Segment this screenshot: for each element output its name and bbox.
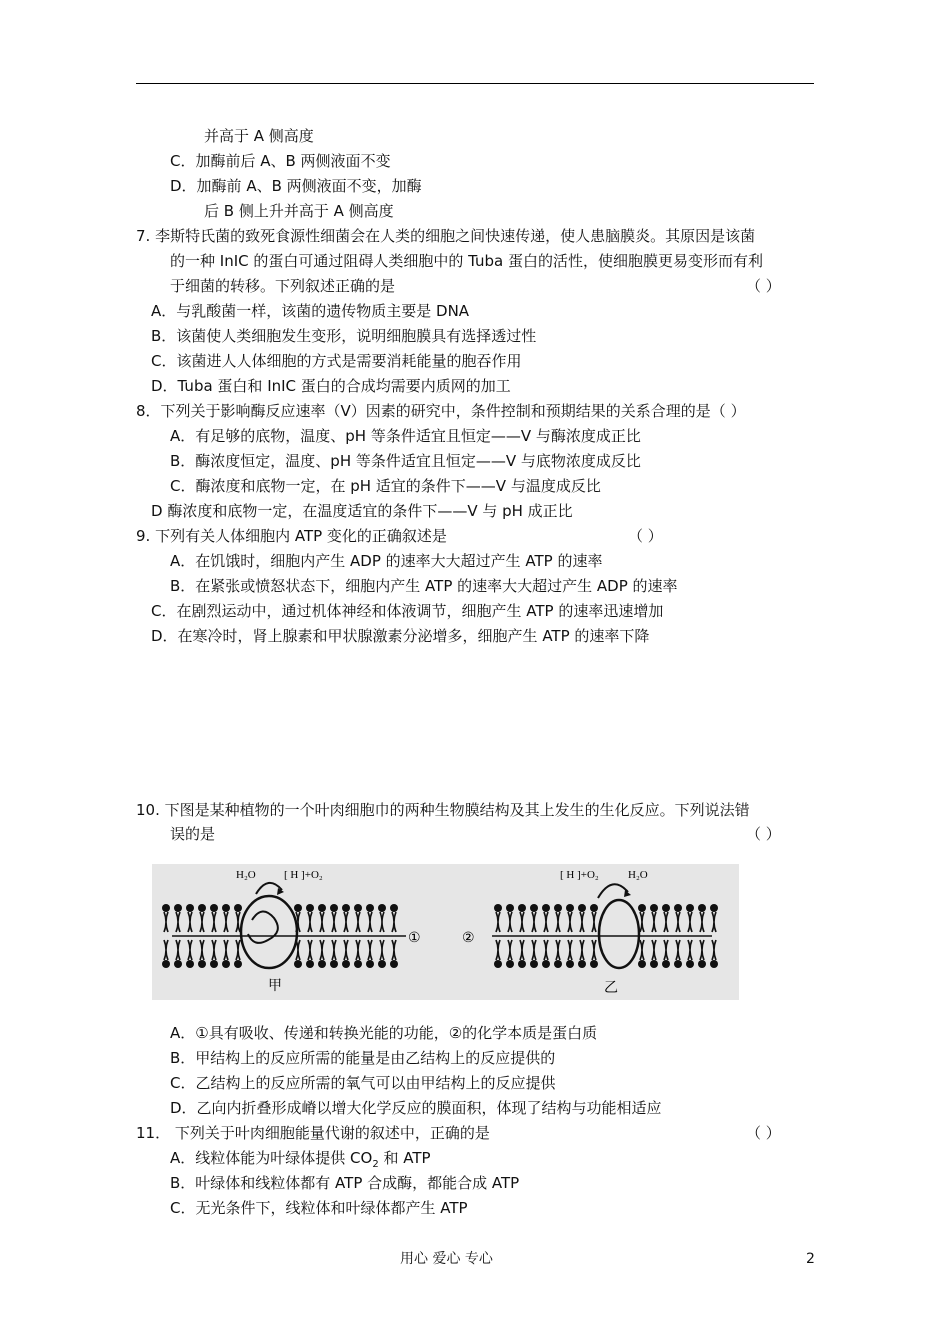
option-b: B．甲结构上的反应所需的能量是由乙结构上的反应提供的 xyxy=(170,1049,556,1067)
lipid-tail xyxy=(508,940,512,960)
marker-1: ① xyxy=(408,931,421,946)
question-7: 7. 李斯特氏菌的致死食源性细菌会在人类的细胞之间快速传递，使人患脑膜炎。其原因是该菌 xyxy=(136,227,756,245)
question-11: 11． 下列关于叶肉细胞能量代谢的叙述中，正确的是 xyxy=(136,1124,490,1142)
lipid-head xyxy=(306,904,314,912)
lipid-tail xyxy=(664,912,668,932)
lipid-tail xyxy=(320,912,324,932)
lipid-tail xyxy=(308,940,312,960)
lipid-tail xyxy=(344,940,348,960)
answer-paren: （ ） xyxy=(628,527,663,545)
option-d: D．乙向内折叠形成嵴以增大化学反应的膜面积，体现了结构与功能相适应 xyxy=(170,1099,662,1117)
protein-complex-jia xyxy=(241,896,297,968)
lipid-head xyxy=(186,960,194,968)
option-c: C．该菌进人人体细胞的方式是需要消耗能量的胞吞作用 xyxy=(151,352,522,370)
option-b: B．叶绿体和线粒体都有 ATP 合成酶，都能合成 ATP xyxy=(170,1174,520,1192)
lipid-head xyxy=(306,960,314,968)
lipid-tail xyxy=(496,940,500,960)
lipid-tail xyxy=(212,912,216,932)
lipid-head xyxy=(566,960,574,968)
lipid-head xyxy=(342,960,350,968)
lipid-tail xyxy=(520,940,524,960)
lipid-head xyxy=(330,960,338,968)
lipid-head xyxy=(554,904,562,912)
label-h2o: H₂O xyxy=(236,869,256,881)
lipid-head xyxy=(294,904,302,912)
lipid-head xyxy=(494,904,502,912)
lipid-tail xyxy=(568,912,572,932)
lipid-tail xyxy=(380,912,384,932)
lipid-head xyxy=(506,904,514,912)
lipid-head xyxy=(198,960,206,968)
lipid-head xyxy=(638,904,646,912)
lipid-head xyxy=(662,960,670,968)
lipid-head xyxy=(378,904,386,912)
page-number: 2 xyxy=(806,1251,815,1267)
option-a: A．有足够的底物，温度、pH 等条件适宜且恒定——V 与酶浓度成正比 xyxy=(170,427,641,445)
option-d: D．加酶前 A、B 两侧液面不变，加酶 xyxy=(170,177,422,195)
protein-subunit xyxy=(248,911,278,942)
lipid-tail xyxy=(544,912,548,932)
lipid-head xyxy=(198,904,206,912)
lipid-head xyxy=(674,904,682,912)
option-c: C．乙结构上的反应所需的氧气可以由甲结构上的反应提供 xyxy=(170,1074,556,1092)
lipid-tail xyxy=(236,940,240,960)
subscript: 2 xyxy=(372,1159,379,1170)
answer-paren: （ ） xyxy=(746,1124,781,1142)
protein-complex-yi xyxy=(599,900,639,968)
lipid-tail xyxy=(592,912,596,932)
lipid-head xyxy=(174,960,182,968)
lipid-tail xyxy=(176,912,180,932)
lipid-tail xyxy=(652,940,656,960)
text-line: 并高于 A 侧高度 xyxy=(204,127,314,145)
lipid-tail xyxy=(496,912,500,932)
option-a xyxy=(170,1148,431,1175)
lipid-head xyxy=(686,904,694,912)
option-a: A．在饥饿时，细胞内产生 ADP 的速率大大超过产生 ATP 的速率 xyxy=(170,552,603,570)
lipid-head xyxy=(378,960,386,968)
lipid-head xyxy=(674,960,682,968)
lipid-tail xyxy=(320,940,324,960)
lipid-tail xyxy=(664,940,668,960)
lipid-head xyxy=(542,904,550,912)
answer-paren: （ ） xyxy=(746,277,781,295)
lipid-head xyxy=(186,904,194,912)
lipid-head xyxy=(390,960,398,968)
lipid-tail xyxy=(344,912,348,932)
option-d: D 酶浓度和底物一定，在温度适宜的条件下——V 与 pH 成正比 xyxy=(151,502,573,520)
lipid-head xyxy=(710,904,718,912)
lipid-tail xyxy=(556,912,560,932)
lipid-head xyxy=(494,960,502,968)
lipid-tail xyxy=(520,912,524,932)
lipid-tail xyxy=(236,912,240,932)
lipid-head xyxy=(530,904,538,912)
lipid-head xyxy=(578,960,586,968)
lipid-tail xyxy=(224,912,228,932)
lipid-tail xyxy=(176,940,180,960)
lipid-tail xyxy=(212,940,216,960)
lipid-tail xyxy=(356,940,360,960)
lipid-tail xyxy=(712,940,716,960)
lipid-head xyxy=(710,960,718,968)
lipid-head xyxy=(686,960,694,968)
lipid-tail xyxy=(652,912,656,932)
option-d: D．Tuba 蛋白和 InIC 蛋白的合成均需要内质网的加工 xyxy=(151,377,511,395)
lipid-tail xyxy=(700,912,704,932)
caption-jia: 甲 xyxy=(268,978,282,994)
lipid-tail xyxy=(676,912,680,932)
lipid-head xyxy=(662,904,670,912)
lipid-head xyxy=(698,960,706,968)
option-c: C．在剧烈运动中，通过机体神经和体液调节，细胞产生 ATP 的速率迅速增加 xyxy=(151,602,664,620)
lipid-head xyxy=(162,960,170,968)
lipid-tail xyxy=(188,912,192,932)
lipid-head xyxy=(542,960,550,968)
lipid-head xyxy=(566,904,574,912)
lipid-tail xyxy=(688,912,692,932)
lipid-tail xyxy=(200,912,204,932)
lipid-head xyxy=(638,960,646,968)
lipid-head xyxy=(530,960,538,968)
lipid-tail xyxy=(712,912,716,932)
option-b: B．酶浓度恒定，温度、pH 等条件适宜且恒定——V 与底物浓度成反比 xyxy=(170,452,641,470)
membrane-diagram xyxy=(152,864,739,1000)
lipid-head xyxy=(506,960,514,968)
lipid-tail xyxy=(688,940,692,960)
lipid-tail xyxy=(700,940,704,960)
lipid-tail xyxy=(380,940,384,960)
lipid-head xyxy=(318,904,326,912)
option-a: A．①具有吸收、传递和转换光能的功能，②的化学本质是蛋白质 xyxy=(170,1024,598,1042)
lipid-head xyxy=(210,904,218,912)
lipid-head xyxy=(518,904,526,912)
question-9: 9. 下列有关人体细胞内 ATP 变化的正确叙述是 xyxy=(136,527,447,545)
lipid-head xyxy=(222,904,230,912)
answer-paren: （ ） xyxy=(746,825,781,843)
lipid-head xyxy=(590,904,598,912)
lipid-head xyxy=(354,904,362,912)
lipid-head xyxy=(390,904,398,912)
reaction-arrow xyxy=(598,884,628,898)
lipid-tail xyxy=(544,940,548,960)
lipid-tail xyxy=(368,912,372,932)
lipid-head xyxy=(234,904,242,912)
lipid-tail xyxy=(368,940,372,960)
lipid-tail xyxy=(224,940,228,960)
question-7-cont: 的一种 InIC 的蛋白可通过阻碍人类细胞中的 Tuba 蛋白的活性，使细胞膜更易变形而有利 xyxy=(170,252,764,270)
lipid-head xyxy=(698,904,706,912)
lipid-tail xyxy=(580,940,584,960)
lipid-head xyxy=(518,960,526,968)
membrane-figure xyxy=(152,864,739,1000)
lipid-head xyxy=(650,904,658,912)
lipid-head xyxy=(650,960,658,968)
option-c: C．无光条件下，线粒体和叶绿体都产生 ATP xyxy=(170,1199,468,1217)
option-b: B．该菌使人类细胞发生变形，说明细胞膜具有选择透过性 xyxy=(151,327,537,345)
lipid-tail xyxy=(164,940,168,960)
option-a-text-end: 和 ATP xyxy=(378,1149,431,1167)
option-b: B．在紧张或愤怒状态下，细胞内产生 ATP 的速率大大超过产生 ADP 的速率 xyxy=(170,577,678,595)
label-h2o: H₂O xyxy=(628,869,648,881)
lipid-head xyxy=(234,960,242,968)
lipid-head xyxy=(174,904,182,912)
lipid-tail xyxy=(308,912,312,932)
lipid-head xyxy=(342,904,350,912)
lipid-head xyxy=(318,960,326,968)
lipid-tail xyxy=(532,940,536,960)
option-d: D．在寒冷时，肾上腺素和甲状腺激素分泌增多，细胞产生 ATP 的速率下降 xyxy=(151,627,650,645)
lipid-tail xyxy=(200,940,204,960)
lipid-head xyxy=(294,960,302,968)
lipid-head xyxy=(222,960,230,968)
option-c: C．酶浓度和底物一定，在 pH 适宜的条件下——V 与温度成反比 xyxy=(170,477,601,495)
lipid-tail xyxy=(676,940,680,960)
lipid-tail xyxy=(508,912,512,932)
lipid-tail xyxy=(532,912,536,932)
lipid-head xyxy=(366,960,374,968)
footer-motto: 用心 爱心 专心 xyxy=(400,1251,493,1267)
lipid-tail xyxy=(188,940,192,960)
lipid-head xyxy=(554,960,562,968)
option-a-text: A．线粒体能为叶绿体提供 CO xyxy=(170,1149,373,1167)
lipid-tail xyxy=(640,940,644,960)
marker-2: ② xyxy=(462,931,475,946)
lipid-tail xyxy=(556,940,560,960)
lipid-tail xyxy=(332,912,336,932)
lipid-tail xyxy=(392,940,396,960)
lipid-head xyxy=(590,960,598,968)
lipid-head xyxy=(330,904,338,912)
question-10: 10. 下图是某种植物的一个叶肉细胞巾的两种生物膜结构及其上发生的生化反应。下列说法错 xyxy=(136,801,750,819)
label-h-o2: [ H ]+O₂ xyxy=(284,869,323,881)
text-line: 后 B 侧上升并高于 A 侧高度 xyxy=(204,202,394,220)
question-7-cont: 于细菌的转移。下列叙述正确的是 xyxy=(170,277,396,295)
caption-yi: 乙 xyxy=(604,980,618,996)
lipid-head xyxy=(210,960,218,968)
lipid-tail xyxy=(640,912,644,932)
lipid-head xyxy=(162,904,170,912)
lipid-head xyxy=(578,904,586,912)
lipid-tail xyxy=(356,912,360,932)
question-10-cont: 误的是 xyxy=(170,825,216,843)
question-8: 8．下列关于影响酶反应速率（V）因素的研究中，条件控制和预期结果的关系合理的是（ ） xyxy=(136,402,746,420)
lipid-tail xyxy=(164,912,168,932)
lipid-head xyxy=(366,904,374,912)
lipid-tail xyxy=(332,940,336,960)
label-h-o2: [ H ]+O₂ xyxy=(560,869,599,881)
lipid-tail xyxy=(580,912,584,932)
lipid-tail xyxy=(568,940,572,960)
lipid-tail xyxy=(592,940,596,960)
header-rule xyxy=(136,83,814,84)
option-a: A．与乳酸菌一样，该菌的遗传物质主要是 DNA xyxy=(151,302,470,320)
lipid-head xyxy=(354,960,362,968)
option-c: C．加酶前后 A、B 两侧液面不变 xyxy=(170,152,391,170)
lipid-tail xyxy=(392,912,396,932)
